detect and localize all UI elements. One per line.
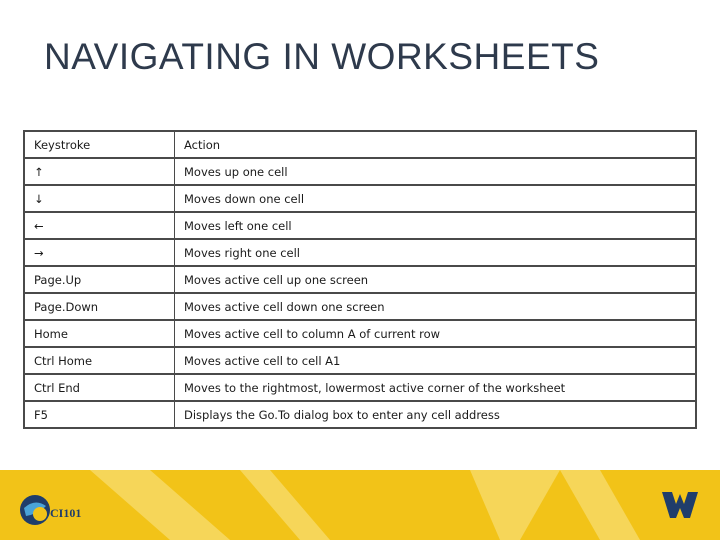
keystroke-cell: Home <box>25 321 175 348</box>
keystroke-cell: Ctrl End <box>25 375 175 402</box>
action-cell: Moves active cell down one screen <box>175 294 695 321</box>
slide-title: NAVIGATING IN WORKSHEETS <box>44 36 600 77</box>
action-cell: Moves active cell up one screen <box>175 267 695 294</box>
table-row <box>25 321 695 348</box>
table-header-row <box>25 132 695 159</box>
action-cell: Displays the Go.To dialog box to enter any cell address <box>175 402 695 427</box>
action-cell: Moves active cell to cell A1 <box>175 348 695 375</box>
globe-icon <box>18 490 82 530</box>
action-cell: Moves active cell to column A of current row <box>175 321 695 348</box>
keystroke-table-container <box>23 130 697 429</box>
table-row <box>25 159 695 186</box>
table-row <box>25 375 695 402</box>
keystroke-cell: ↑ <box>25 159 175 186</box>
table-row <box>25 186 695 213</box>
keystroke-cell: F5 <box>25 402 175 427</box>
ci101-logo <box>18 490 82 530</box>
table-row <box>25 402 695 427</box>
keystroke-cell: Page.Down <box>25 294 175 321</box>
header-keystroke: Keystroke <box>25 132 175 159</box>
footer-stripes <box>0 470 720 540</box>
action-cell: Moves up one cell <box>175 159 695 186</box>
table-row <box>25 267 695 294</box>
table-row <box>25 240 695 267</box>
action-cell: Moves down one cell <box>175 186 695 213</box>
keystroke-cell: Ctrl Home <box>25 348 175 375</box>
keystroke-cell: ← <box>25 213 175 240</box>
keystroke-cell: ↓ <box>25 186 175 213</box>
wv-logo-icon <box>662 488 698 522</box>
svg-text:CI101: CI101 <box>50 506 82 520</box>
action-cell: Moves to the rightmost, lowermost active corner of the worksheet <box>175 375 695 402</box>
header-action: Action <box>175 132 695 159</box>
keystroke-cell: → <box>25 240 175 267</box>
table-row <box>25 348 695 375</box>
action-cell: Moves right one cell <box>175 240 695 267</box>
table-row <box>25 294 695 321</box>
footer-band <box>0 470 720 540</box>
action-cell: Moves left one cell <box>175 213 695 240</box>
keystroke-table <box>23 130 697 429</box>
table-row <box>25 213 695 240</box>
keystroke-cell: Page.Up <box>25 267 175 294</box>
